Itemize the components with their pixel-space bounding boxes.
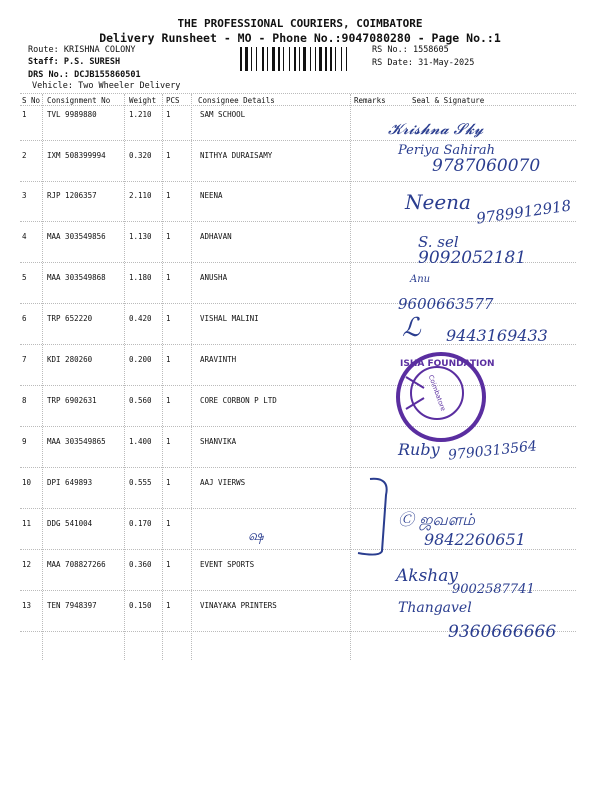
row-divider <box>20 467 576 468</box>
barcode-bar <box>337 47 340 71</box>
company-stamp <box>396 352 495 442</box>
row-consignment: MAA 303549868 <box>47 273 106 282</box>
row-consignment: DDG 541004 <box>47 519 93 528</box>
col-divider <box>162 94 163 660</box>
row-sno: 5 <box>22 273 27 282</box>
phone-row-11: 9842260651 <box>424 530 526 549</box>
barcode-bar <box>240 47 242 71</box>
row-sno: 3 <box>22 191 27 200</box>
signature-row-13: Thangavel <box>398 600 472 616</box>
row-pcs: 1 <box>166 191 171 200</box>
row-divider <box>20 508 576 509</box>
row-pcs: 1 <box>166 478 171 487</box>
barcode-bar <box>317 47 318 71</box>
stamp-center-text: Coimbatore <box>426 373 448 413</box>
row-consignee: VINAYAKA PRINTERS <box>200 601 277 610</box>
signature-row-4: S. sel <box>418 233 459 251</box>
barcode-bar <box>265 47 266 71</box>
barcode-bar <box>346 47 347 71</box>
barcode-bar <box>294 47 296 71</box>
row-sno: 1 <box>22 110 27 119</box>
route-info <box>28 45 136 55</box>
signature-row-9: Ruby <box>398 440 440 459</box>
barcode-bar <box>276 47 277 71</box>
row-divider <box>20 385 576 386</box>
signature-row-2: Periya Sahirah <box>398 143 495 158</box>
row-pcs: 1 <box>166 355 171 364</box>
barcode-bar <box>299 47 300 71</box>
staff-value: P.S. SURESH <box>63 57 121 67</box>
staff-label: Staff: <box>28 57 59 67</box>
barcode-bar <box>297 47 298 71</box>
row-weight: 1.400 <box>129 437 152 446</box>
barcode-bar <box>319 47 322 71</box>
row-pcs: 1 <box>166 314 171 323</box>
rs-no-info <box>372 45 449 55</box>
barcode-bar <box>249 47 250 71</box>
barcode-bar <box>245 47 248 71</box>
row-weight: 1.210 <box>129 110 152 119</box>
row-consignment: IXM 508399994 <box>47 151 106 160</box>
barcode-bar <box>333 47 334 71</box>
signature-row-11: Ⓒ ஜவளம் <box>398 510 476 529</box>
phone-row-9: 9790313564 <box>447 438 538 464</box>
barcode-bar <box>289 47 290 71</box>
row-weight: 0.320 <box>129 151 152 160</box>
row-pcs: 1 <box>166 151 171 160</box>
row-sno: 8 <box>22 396 27 405</box>
rs-no-label: RS No.: <box>372 45 408 55</box>
row-sno: 4 <box>22 232 27 241</box>
phone-row-5: 9600663577 <box>398 295 494 313</box>
barcode-bar <box>341 47 342 71</box>
row-consignee: NEENA <box>200 191 223 200</box>
row-consignment: TVL 9989880 <box>47 110 97 119</box>
barcode-bar <box>303 47 306 71</box>
row-consignee: EVENT SPORTS <box>200 560 255 569</box>
row-consignment: TRP 6902631 <box>47 396 97 405</box>
row-consignment: TEN 7948397 <box>47 601 97 610</box>
barcode-bar <box>310 47 311 71</box>
col-header-sno: S No <box>22 96 41 105</box>
row-consignment: RJP 1206357 <box>47 191 97 200</box>
row-pcs: 1 <box>166 519 171 528</box>
row-pcs: 1 <box>166 437 171 446</box>
barcode-bar <box>307 47 309 71</box>
vehicle-value: Two Wheeler Delivery <box>78 81 181 91</box>
row-consignee: SHANVIKA <box>200 437 237 446</box>
col-header-consignee: Consignee Details <box>198 96 275 105</box>
phone-row-13: 9360666666 <box>448 622 557 642</box>
barcode-bar <box>262 47 264 71</box>
row-sno: 12 <box>22 560 32 569</box>
drs-label: DRS No.: <box>28 70 69 80</box>
barcode-bar <box>328 47 329 71</box>
barcode-bar <box>291 47 293 71</box>
barcode-bar <box>251 47 252 71</box>
vehicle-info <box>32 81 180 91</box>
row-weight: 0.360 <box>129 560 152 569</box>
row-consignment: MAA 303549856 <box>47 232 106 241</box>
phone-row-12: 9002587741 <box>452 582 535 597</box>
col-header-signature: Seal & Signature <box>412 96 485 105</box>
row-weight: 0.555 <box>129 478 152 487</box>
rs-date-value: 31-May-2025 <box>418 58 475 68</box>
row-pcs: 1 <box>166 396 171 405</box>
phone-row-4: 9092052181 <box>418 248 527 268</box>
rs-no-value: 1558605 <box>412 45 449 55</box>
barcode-bar <box>335 47 336 71</box>
barcode-bar <box>256 47 257 71</box>
row-consignment: DPI 649893 <box>47 478 93 487</box>
row-consignee: NITHYA DURAISAMY <box>200 151 273 160</box>
barcode-bar <box>267 47 268 71</box>
barcode-bar <box>323 47 324 71</box>
col-header-consignment: Consignment No <box>47 96 111 105</box>
row-weight: 0.150 <box>129 601 152 610</box>
row-consignment: KDI 280260 <box>47 355 93 364</box>
col-divider <box>124 94 125 660</box>
row-pcs: 1 <box>166 601 171 610</box>
row-pcs: 1 <box>166 110 171 119</box>
signature-row-3: Neena <box>405 190 471 214</box>
row-consignee: ADHAVAN <box>200 232 232 241</box>
row-consignment: MAA 708827266 <box>47 560 106 569</box>
barcode-bar <box>272 47 275 71</box>
row-pcs: 1 <box>166 273 171 282</box>
signature-row-1: 𝓚𝓻𝓲𝓼𝓱𝓷𝓪 𝓢𝓴𝔂 <box>388 120 484 138</box>
row-weight: 0.560 <box>129 396 152 405</box>
barcode-bar <box>325 47 327 71</box>
row-weight: 0.200 <box>129 355 152 364</box>
row-consignment: MAA 303549865 <box>47 437 106 446</box>
barcode-bar <box>330 47 332 71</box>
row-pcs: 1 <box>166 560 171 569</box>
row-weight: 0.170 <box>129 519 152 528</box>
barcode-bar <box>243 47 244 71</box>
phone-row-6: 9443169433 <box>446 326 548 345</box>
row-weight: 1.180 <box>129 273 152 282</box>
row-sno: 9 <box>22 437 27 446</box>
row-consignee: AAJ VIERWS <box>200 478 246 487</box>
row-consignee: SAM SCHOOL <box>200 110 246 119</box>
signature-row-12: Akshay <box>396 566 458 586</box>
row-divider <box>20 140 576 141</box>
col-divider <box>350 94 351 660</box>
barcode-bar <box>278 47 280 71</box>
barcode-bar <box>348 47 349 71</box>
barcode-bar <box>312 47 314 71</box>
row-consignment: TRP 652220 <box>47 314 93 323</box>
row-consignee: ANUSHA <box>200 273 228 282</box>
barcode-bar <box>283 47 284 71</box>
row-sno: 2 <box>22 151 27 160</box>
signature-row-5: Anu <box>410 274 431 285</box>
phone-row-2: 9787060070 <box>432 156 541 176</box>
col-header-weight: Weight <box>129 96 157 105</box>
col-header-remarks: Remarks <box>354 96 386 105</box>
row-sno: 11 <box>22 519 32 528</box>
col-divider <box>191 94 192 660</box>
runsheet-title: Delivery Runsheet - MO - Phone No.:9047080280 - Page No.:1 <box>99 31 501 45</box>
barcode-bar <box>258 47 261 71</box>
row-pcs: 1 <box>166 232 171 241</box>
stamp-ring-text: ISHA FOUNDATION <box>400 359 495 369</box>
row-consignee: ARAVINTH <box>200 355 237 364</box>
barcode-bar <box>281 47 282 71</box>
rs-date-info <box>372 58 474 68</box>
drs-info <box>28 70 141 80</box>
vehicle-label: Vehicle: <box>32 81 73 91</box>
signature-row-6: ℒ <box>402 313 421 343</box>
row-divider <box>20 181 576 182</box>
barcode-bar <box>285 47 288 71</box>
table-header-rule <box>20 105 576 106</box>
barcode-bar <box>253 47 255 71</box>
route-label: Route: <box>28 45 59 55</box>
route-value: KRISHNA COLONY <box>63 45 136 55</box>
row-sno: 13 <box>22 601 32 610</box>
drs-value: DCJB155860501 <box>74 70 141 80</box>
row-consignee: VISHAL MALINI <box>200 314 259 323</box>
row-divider <box>20 549 576 550</box>
row-sno: 7 <box>22 355 27 364</box>
row-consignee: CORE CORBON P LTD <box>200 396 277 405</box>
row-weight: 0.420 <box>129 314 152 323</box>
barcode-bar <box>343 47 345 71</box>
company-title: THE PROFESSIONAL COURIERS, COIMBATORE <box>177 17 423 30</box>
phone-row-3: 9789912918 <box>475 196 573 228</box>
row-divider <box>20 426 576 427</box>
barcode <box>240 47 366 71</box>
row-sno: 10 <box>22 478 32 487</box>
col-divider <box>42 94 43 660</box>
row-weight: 2.110 <box>129 191 152 200</box>
tick-mark: ஷ <box>248 528 264 544</box>
row-weight: 1.130 <box>129 232 152 241</box>
row-sno: 6 <box>22 314 27 323</box>
table-top-rule <box>20 93 576 94</box>
barcode-bar <box>301 47 302 71</box>
col-header-pcs: PCS <box>166 96 180 105</box>
bracket-mark <box>350 475 395 560</box>
barcode-bar <box>315 47 316 71</box>
barcode-bar <box>269 47 271 71</box>
staff-info <box>28 57 120 67</box>
rs-date-label: RS Date: <box>372 58 413 68</box>
